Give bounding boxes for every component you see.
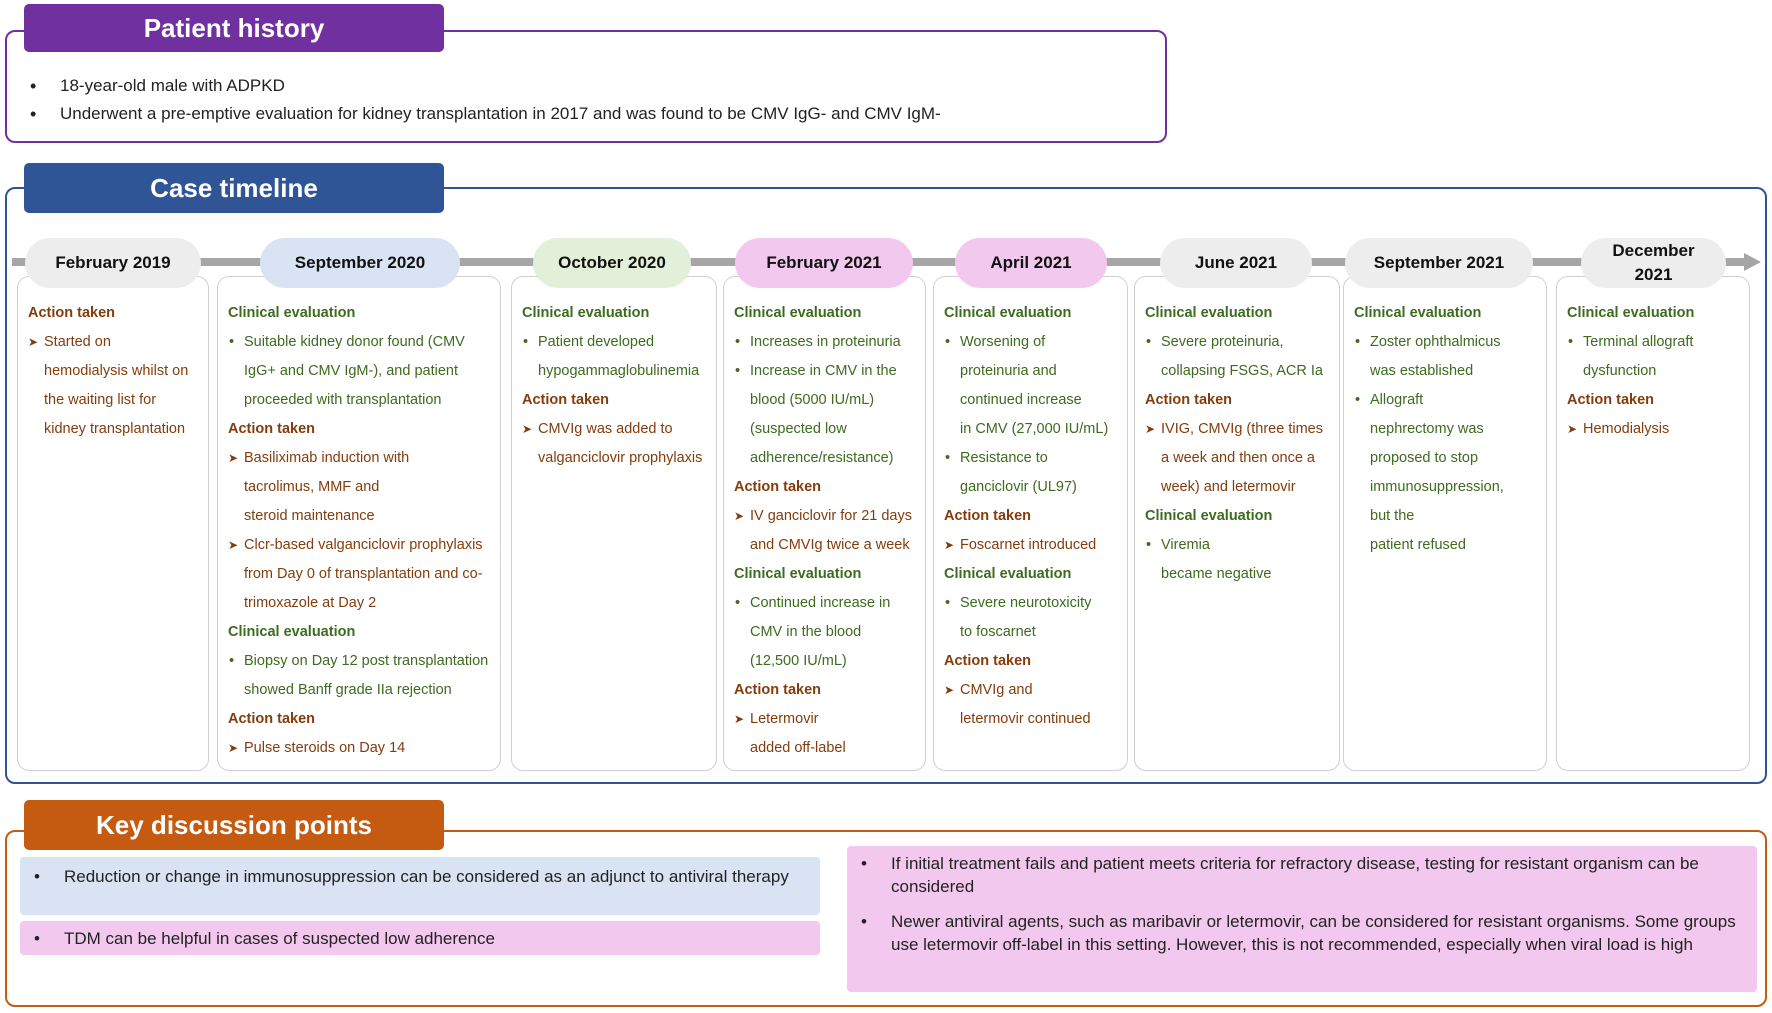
date-pill-apr-2021: April 2021 — [955, 238, 1107, 288]
history-item: • Underwent a pre-emptive evaluation for kidney transplantation in 2017 and was found to be CMV IgG- and CMV IgM- — [30, 100, 1150, 128]
action-item — [734, 502, 915, 560]
clinical-evaluation-heading: Clinical evaluation — [228, 624, 356, 640]
item-line: • Severe proteinuria, — [1161, 334, 1284, 350]
timeline-column-sep-2020 — [217, 276, 501, 771]
item-line: valganciclovir prophylaxis — [538, 450, 703, 466]
action-taken-heading: Action taken — [228, 421, 316, 437]
discussion-point: • TDM can be helpful in cases of suspected low adherence — [20, 927, 810, 950]
item-line: ➤ Started on — [44, 334, 111, 350]
clinical-evaluation-heading: Clinical evaluation — [522, 305, 650, 321]
item-line: (12,500 IU/mL) — [750, 653, 847, 669]
evaluation-item — [734, 589, 915, 676]
date-pill-feb-2021: February 2021 — [735, 238, 913, 288]
date-pill-oct-2020: October 2020 — [533, 238, 691, 288]
discussion-box-resistance — [847, 846, 1757, 992]
item-line: ➤ Pulse steroids on Day 14 — [244, 740, 406, 756]
action-taken-heading: Action taken — [522, 392, 610, 408]
item-line: kidney transplantation — [44, 421, 186, 437]
item-line: was established — [1370, 363, 1474, 379]
item-line: proceeded with transplantation — [244, 392, 442, 408]
item-line: ➤ Letermovir — [750, 711, 819, 727]
item-line: • Viremia — [1161, 537, 1210, 553]
item-line: the waiting list for — [44, 392, 157, 408]
clinical-evaluation-heading: Clinical evaluation — [734, 566, 862, 582]
action-item — [28, 328, 198, 444]
timeline-column-sep-2021 — [1343, 276, 1547, 771]
item-line: ➤ CMVIg was added to — [538, 421, 673, 437]
item-line: (suspected low — [750, 421, 847, 437]
item-line: ➤ Clcr-based valganciclovir prophylaxis — [244, 537, 483, 553]
action-taken-heading: Action taken — [1567, 392, 1655, 408]
history-item: • 18-year-old male with ADPKD — [30, 72, 1150, 100]
item-line: hemodialysis whilst on — [44, 363, 189, 379]
timeline-column-apr-2021 — [933, 276, 1128, 771]
item-line: tacrolimus, MMF and — [244, 479, 380, 495]
item-line: from Day 0 of transplantation and co- — [244, 566, 483, 582]
clinical-evaluation-heading: Clinical evaluation — [944, 566, 1072, 582]
item-line: proposed to stop — [1370, 450, 1479, 466]
item-line: became negative — [1161, 566, 1272, 582]
item-line: blood (5000 IU/mL) — [750, 392, 875, 408]
timeline-column-feb-2021 — [723, 276, 926, 771]
item-line: • Increases in proteinuria — [750, 334, 901, 350]
item-line: ➤ IVIG, CMVIg (three times — [1161, 421, 1323, 437]
item-line: showed Banff grade IIa rejection — [244, 682, 452, 698]
item-line: • Suitable kidney donor found (CMV — [244, 334, 465, 350]
clinical-evaluation-heading: Clinical evaluation — [944, 305, 1072, 321]
item-line: nephrectomy was — [1370, 421, 1484, 437]
item-line: trimoxazole at Day 2 — [244, 595, 377, 611]
evaluation-item — [734, 357, 915, 473]
clinical-evaluation-heading: Clinical evaluation — [1145, 508, 1273, 524]
clinical-evaluation-heading: Clinical evaluation — [1145, 305, 1273, 321]
evaluation-item — [1145, 531, 1329, 589]
discussion-point: • Reduction or change in immunosuppression can be considered as an adjunct to antiviral therapy — [20, 865, 810, 888]
evaluation-item — [944, 589, 1117, 647]
action-item — [228, 444, 490, 531]
action-taken-heading: Action taken — [944, 508, 1032, 524]
action-taken-heading: Action taken — [734, 682, 822, 698]
item-line: ➤ Hemodialysis — [1583, 421, 1670, 437]
action-item — [944, 531, 1117, 560]
action-taken-heading: Action taken — [28, 305, 116, 321]
item-line: ganciclovir (UL97) — [960, 479, 1077, 495]
evaluation-item — [734, 328, 915, 357]
item-line: added off-label — [750, 740, 846, 756]
item-line: • Worsening of — [960, 334, 1046, 350]
date-pill-feb-2019: February 2019 — [25, 238, 201, 288]
evaluation-item — [522, 328, 706, 386]
action-item — [522, 415, 706, 473]
item-line: • Biopsy on Day 12 post transplantation — [244, 653, 489, 669]
item-line: a week and then once a — [1161, 450, 1315, 466]
clinical-evaluation-heading: Clinical evaluation — [228, 305, 356, 321]
action-item — [944, 676, 1117, 734]
item-line: patient refused — [1370, 537, 1466, 553]
date-pill-sep-2021: September 2021 — [1345, 238, 1533, 288]
action-item — [228, 734, 490, 763]
evaluation-item — [944, 444, 1117, 502]
action-item — [734, 705, 915, 763]
date-pill-jun-2021: June 2021 — [1160, 238, 1312, 288]
evaluation-item — [228, 328, 490, 415]
item-line: and CMVIg twice a week — [750, 537, 910, 553]
item-line: IgG+ and CMV IgM-), and patient — [244, 363, 458, 379]
clinical-evaluation-heading: Clinical evaluation — [1567, 305, 1695, 321]
discussion-point: • Newer antiviral agents, such as maribavir or letermovir, can be considered for resistant organisms. Some groups use letermovir off-label in this setting. However, this is not recommended, especially when viral load is high — [847, 910, 1745, 956]
item-line: • Zoster ophthalmicus — [1370, 334, 1501, 350]
item-line: • Continued increase in — [750, 595, 891, 611]
item-line: • Increase in CMV in the — [750, 363, 897, 379]
action-taken-heading: Action taken — [1145, 392, 1233, 408]
discussion-point: • If initial treatment fails and patient meets criteria for refractory disease, testing for resistant organism can be considered — [847, 852, 1745, 898]
evaluation-item — [1145, 328, 1329, 386]
timeline-arrow-head-icon — [1744, 253, 1761, 271]
item-line: continued increase — [960, 392, 1082, 408]
item-line: • Terminal allograft — [1583, 334, 1694, 350]
item-line: • Patient developed — [538, 334, 655, 350]
item-line: but the — [1370, 508, 1415, 524]
discussion-box-tdm — [20, 921, 820, 955]
item-line: to foscarnet — [960, 624, 1036, 640]
evaluation-item — [1354, 386, 1536, 560]
timeline-column-oct-2020 — [511, 276, 717, 771]
key-discussion-title: Key discussion points — [24, 800, 444, 850]
patient-history-list — [30, 72, 1150, 128]
item-line: steroid maintenance — [244, 508, 375, 524]
item-line: collapsing FSGS, ACR Ia — [1161, 363, 1323, 379]
item-line: week) and letermovir — [1161, 479, 1296, 495]
item-line: hypogammaglobulinemia — [538, 363, 700, 379]
item-line: letermovir continued — [960, 711, 1091, 727]
patient-history-title: Patient history — [24, 4, 444, 52]
item-line: ➤ CMVIg and — [960, 682, 1033, 698]
item-line: CMV in the blood — [750, 624, 862, 640]
action-taken-heading: Action taken — [228, 711, 316, 727]
evaluation-item — [944, 328, 1117, 444]
item-line: ➤ IV ganciclovir for 21 days — [750, 508, 912, 524]
evaluation-item — [1567, 328, 1739, 386]
item-line: adherence/resistance) — [750, 450, 894, 466]
item-line: proteinuria and — [960, 363, 1057, 379]
clinical-evaluation-heading: Clinical evaluation — [734, 305, 862, 321]
timeline-column-dec-2021 — [1556, 276, 1750, 771]
item-line: ➤ Basiliximab induction with — [244, 450, 410, 466]
item-line: • Allograft — [1370, 392, 1424, 408]
action-taken-heading: Action taken — [944, 653, 1032, 669]
item-line: • Severe neurotoxicity — [960, 595, 1092, 611]
item-line: dysfunction — [1583, 363, 1657, 379]
action-item — [1567, 415, 1739, 444]
action-item — [1145, 415, 1329, 502]
discussion-box-immunosuppression — [20, 857, 820, 915]
item-line: ➤ Foscarnet introduced — [960, 537, 1097, 553]
evaluation-item — [228, 647, 490, 705]
case-timeline-title: Case timeline — [24, 163, 444, 213]
item-line: in CMV (27,000 IU/mL) — [960, 421, 1109, 437]
timeline-column-jun-2021 — [1134, 276, 1340, 771]
action-taken-heading: Action taken — [734, 479, 822, 495]
item-line: immunosuppression, — [1370, 479, 1504, 495]
evaluation-item — [1354, 328, 1536, 386]
action-item — [228, 531, 490, 618]
item-line: • Resistance to — [960, 450, 1048, 466]
clinical-evaluation-heading: Clinical evaluation — [1354, 305, 1482, 321]
date-pill-dec-2021: December 2021 — [1581, 238, 1726, 288]
date-pill-sep-2020: September 2020 — [260, 238, 460, 288]
timeline-column-feb-2019 — [17, 276, 209, 771]
